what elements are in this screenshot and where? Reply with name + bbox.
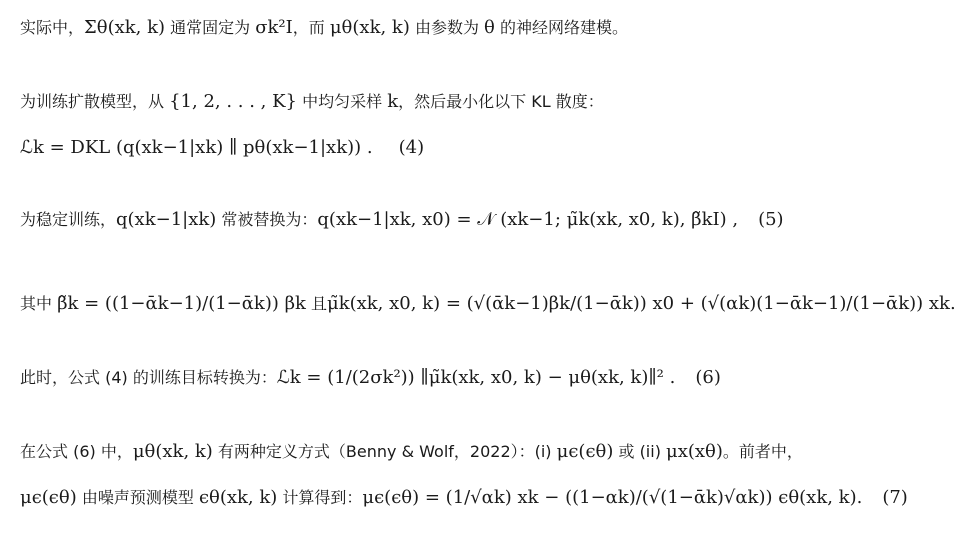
math-q: q(xk−1|xk) — [116, 209, 217, 230]
equation-number: (7) — [882, 487, 908, 508]
text: 常被替换为： — [216, 210, 318, 229]
equation-number: (4) — [398, 137, 425, 158]
text: 且 — [305, 294, 327, 313]
equation-number: (5) — [758, 209, 784, 230]
text: 在公式 (6) 中， — [20, 442, 133, 461]
text: 为训练扩散模型，从 — [20, 92, 170, 111]
text: 由噪声预测模型 — [76, 488, 199, 507]
text: 有两种定义方式（Benny & Wolf，2022）：(i) — [212, 442, 557, 461]
text: ，而 — [292, 18, 330, 37]
math-k: k — [387, 91, 399, 112]
text: 或 (ii) — [613, 442, 667, 461]
math-mu-tilde: μ̃k(xk, x0, k) = (√(ᾱk−1)βk/(1−ᾱk)) x0 + (√(αk)(1−ᾱk−1)/(1−ᾱk)) xk. — [327, 293, 956, 314]
math-sigma-theta: Σθ(xk, k) — [84, 17, 166, 38]
text: 的神经网络建模。 — [494, 18, 628, 37]
text: ，然后最小化以下 KL 散度： — [398, 92, 604, 111]
math-mu-eps: μϵ(ϵθ) — [556, 441, 614, 462]
equation-number: (6) — [695, 367, 721, 388]
text: 通常固定为 — [165, 18, 256, 37]
math-mu-theta: μθ(xk, k) — [132, 441, 213, 462]
math-beta-tilde: β̃k = ((1−ᾱk−1)/(1−ᾱk)) βk — [57, 293, 306, 314]
text: 计算得到： — [277, 488, 363, 507]
math-theta: θ — [484, 17, 495, 38]
equation-body: ℒk = DKL (q(xk−1|xk) ∥ pθ(xk−1|xk)) . — [20, 137, 373, 158]
text: 由参数为 — [409, 18, 485, 37]
equation-body: μϵ(ϵθ) = (1/√αk) xk − ((1−αk)/(√(1−ᾱk)√αk)) ϵθ(xk, k). — [362, 487, 863, 508]
text: 实际中， — [20, 18, 85, 37]
text: 。前者中， — [722, 442, 803, 461]
text: 此时，公式 (4) 的训练目标转换为： — [20, 368, 277, 387]
text: 中均匀采样 — [297, 92, 388, 111]
math-mu-x: μx(xθ) — [666, 441, 723, 462]
equation-body: q(xk−1|xk, x0) = 𝒩 (xk−1; μ̃k(xk, x0, k), β̃kI) , — [317, 209, 739, 230]
paragraph-line-2 — [20, 86, 873, 118]
text: 为稳定训练， — [20, 210, 117, 229]
math-eps-theta: ϵθ(xk, k) — [198, 487, 278, 508]
paragraph-line-5 — [20, 288, 956, 320]
paragraph-line-1 — [20, 12, 873, 44]
paragraph-line-7 — [20, 436, 873, 468]
paragraph-line-6 — [20, 362, 873, 394]
math-mu-eps: μϵ(ϵθ) — [20, 487, 77, 508]
math-sigma-sq-i: σk²I — [255, 17, 293, 38]
paragraph-line-4 — [20, 204, 873, 236]
math-set: {1, 2, . . . , K} — [169, 91, 298, 112]
paragraph-line-8 — [20, 482, 908, 514]
text: 其中 — [20, 294, 58, 313]
equation-body: ℒk = (1/(2σk²)) ∥μ̃k(xk, x0, k) − μθ(xk, k)∥² . — [276, 367, 676, 388]
equation-4 — [20, 132, 873, 164]
math-mu-theta: μθ(xk, k) — [329, 17, 410, 38]
